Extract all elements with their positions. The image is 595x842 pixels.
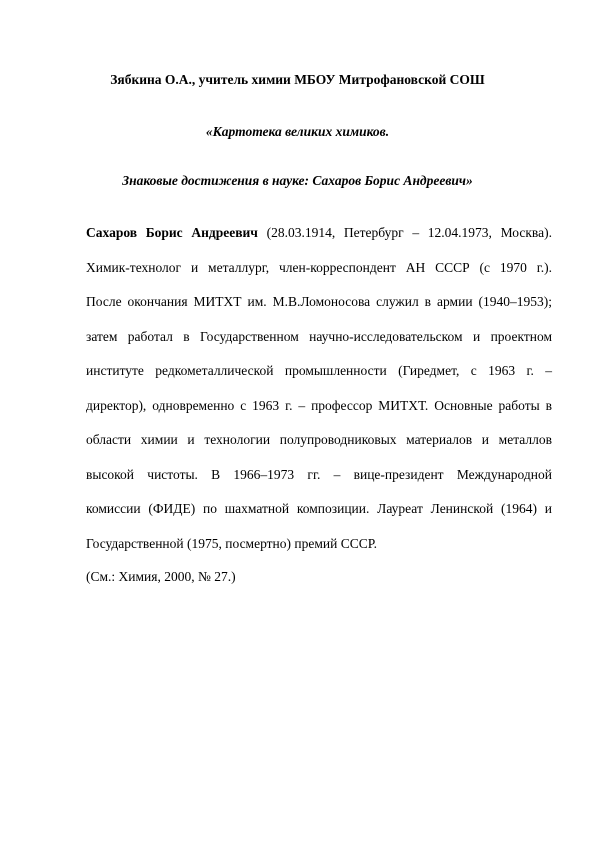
bio-line-7: области химии и технологии полупроводниковых материалов и металлов — [86, 432, 552, 447]
bio-line-10: Государственной (1975, посмертно) премий СССР. — [86, 535, 377, 551]
bio-line-8: высокой чистоты. В 1966–1973 гг. – вице-президент Международной — [86, 466, 552, 482]
bio-line-text: (28.03.1914, Петербург – 12.04.1973, Москва). — [257, 225, 552, 240]
title-line: «Картотека великих химиков. — [205, 124, 390, 139]
bio-line-6: директор), одновременно с 1963 г. – профессор МИТХТ. Основные работы в — [86, 397, 552, 413]
bio-line-3: После окончания МИТХТ им. М.В.Ломоносова служил в армии (1940–1953); — [86, 294, 552, 309]
bio-line-4: затем работал в Государственном научно-исследовательском и проектном — [86, 328, 552, 344]
bio-line-5: институте редкометаллической промышленности (Гиредмет, с 1963 г. – — [86, 363, 552, 378]
biography-paragraph — [86, 216, 552, 561]
subtitle-line: Знаковые достижения в науке: Сахаров Борис Андреевич» — [122, 173, 473, 188]
bio-line-9: комиссии (ФИДЕ) по шахматной композиции. Лауреат Ленинской (1964) и — [86, 501, 552, 516]
author-line: Зябкина О.А., учитель химии МБОУ Митрофановской СОШ — [110, 72, 485, 87]
bio-line-2: Химик-технолог и металлург, член-корреспондент АН СССР (с 1970 г.). — [86, 259, 552, 275]
scientist-name: Сахаров Борис Андреевич — [86, 225, 258, 240]
source-citation: (См.: Химия, 2000, № 27.) — [86, 569, 236, 584]
bio-line-1 — [86, 216, 552, 251]
